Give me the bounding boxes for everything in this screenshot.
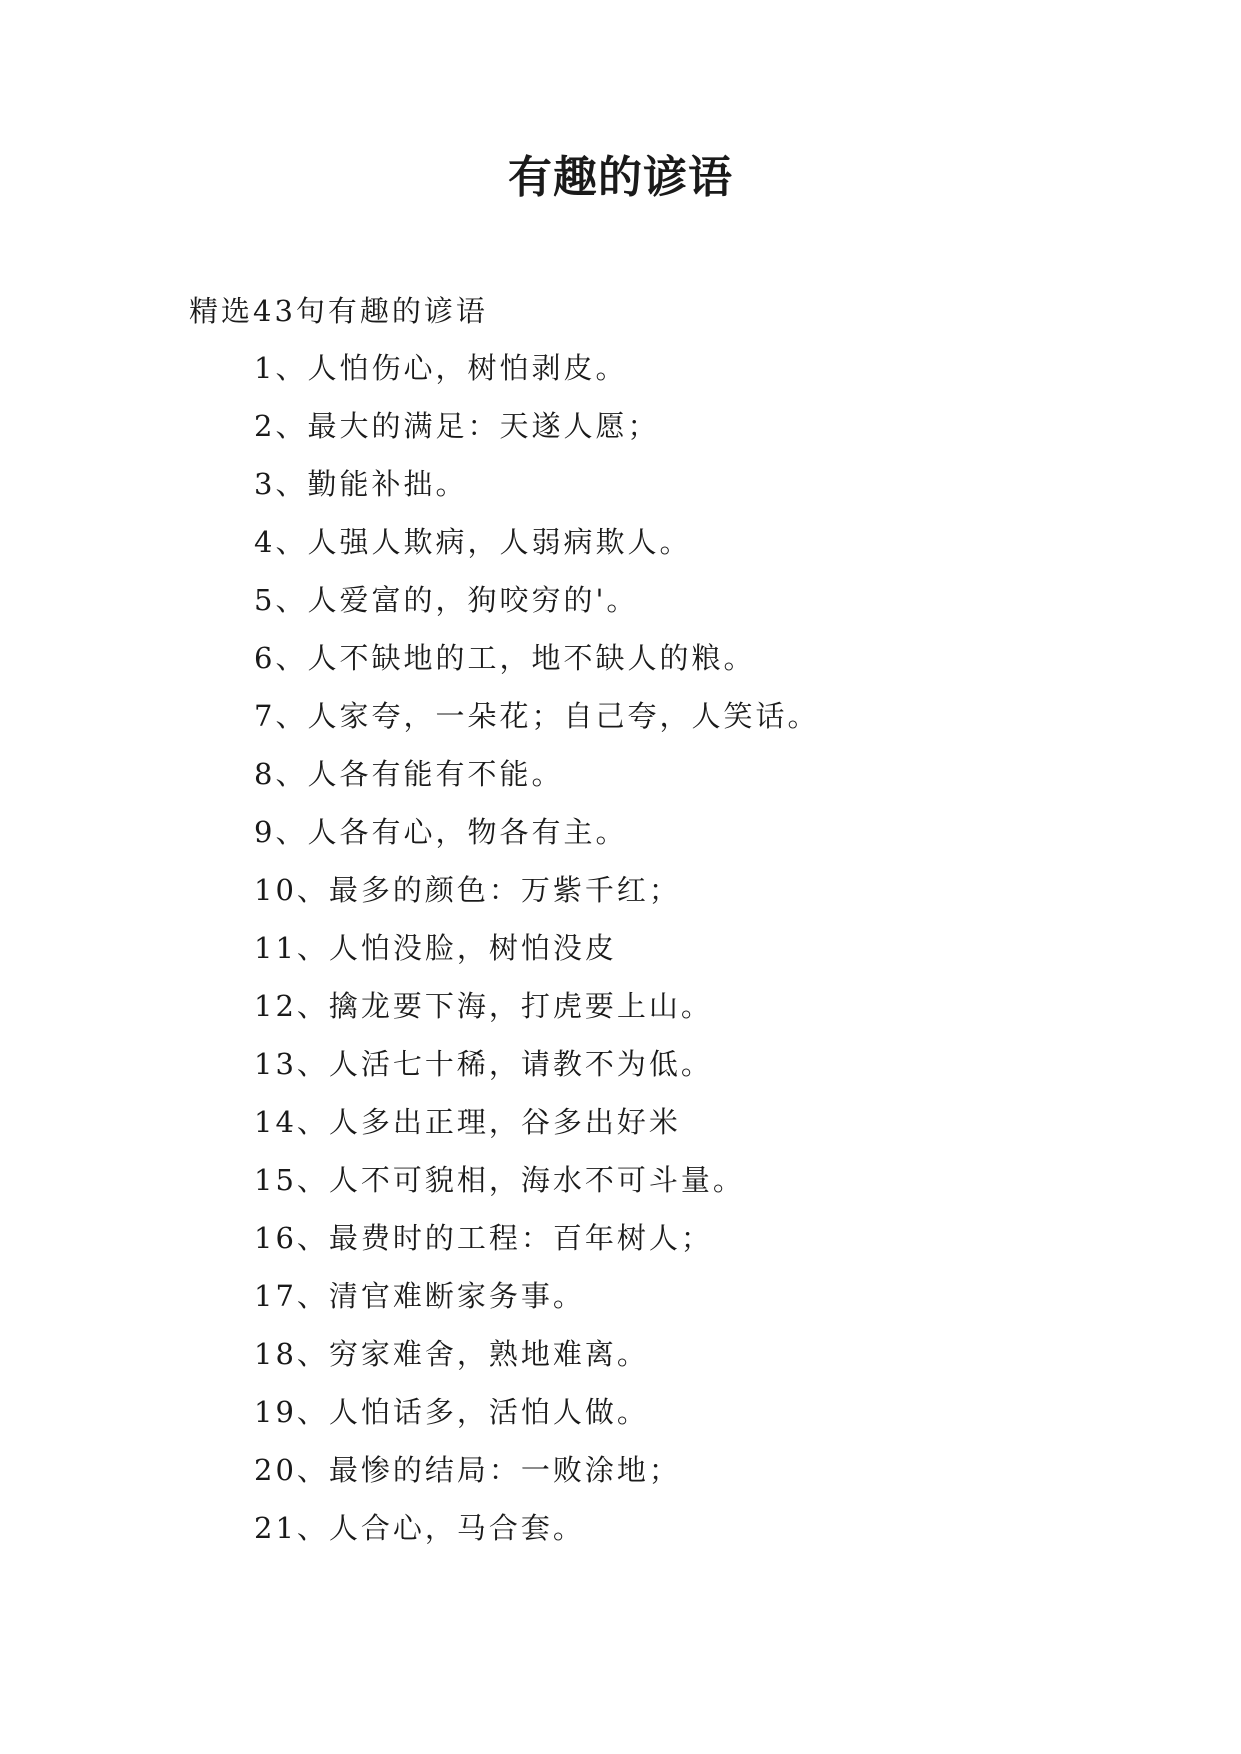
list-item: 15、人不可貌相，海水不可斗量。 [254, 1163, 745, 1197]
list-item: 4、人强人欺病，人弱病欺人。 [254, 525, 692, 559]
list-item: 12、擒龙要下海，打虎要上山。 [254, 989, 713, 1023]
document-title: 有趣的谚语 [508, 152, 733, 203]
list-item: 16、最费时的工程：百年树人； [254, 1221, 713, 1255]
list-item: 8、人各有能有不能。 [254, 757, 564, 791]
list-item: 3、勤能补拙。 [254, 467, 468, 501]
list-item: 13、人活七十稀，请教不为低。 [254, 1047, 713, 1081]
list-item: 5、人爱富的，狗咬穷的'。 [254, 583, 639, 617]
list-item: 21、人合心，马合套。 [254, 1511, 585, 1545]
list-item: 14、人多出正理，谷多出好米 [254, 1105, 681, 1139]
list-item: 11、人怕没脸，树怕没皮 [254, 931, 617, 965]
list-item: 18、穷家难舍，熟地难离。 [254, 1337, 649, 1371]
list-item: 1、人怕伤心，树怕剥皮。 [254, 351, 628, 385]
proverb-list [254, 348, 819, 1566]
list-item: 7、人家夸，一朵花；自己夸，人笑话。 [254, 699, 820, 733]
intro-line: 精选43句有趣的谚语 [189, 294, 488, 328]
list-item: 17、清官难断家务事。 [254, 1279, 585, 1313]
list-item: 9、人各有心，物各有主。 [254, 815, 628, 849]
list-item: 19、人怕话多，活怕人做。 [254, 1395, 649, 1429]
list-item: 20、最惨的结局：一败涂地； [254, 1453, 681, 1487]
list-item: 10、最多的颜色：万紫千红； [254, 873, 681, 907]
list-item: 2、最大的满足：天遂人愿； [254, 409, 660, 443]
list-item: 6、人不缺地的工，地不缺人的粮。 [254, 641, 756, 675]
